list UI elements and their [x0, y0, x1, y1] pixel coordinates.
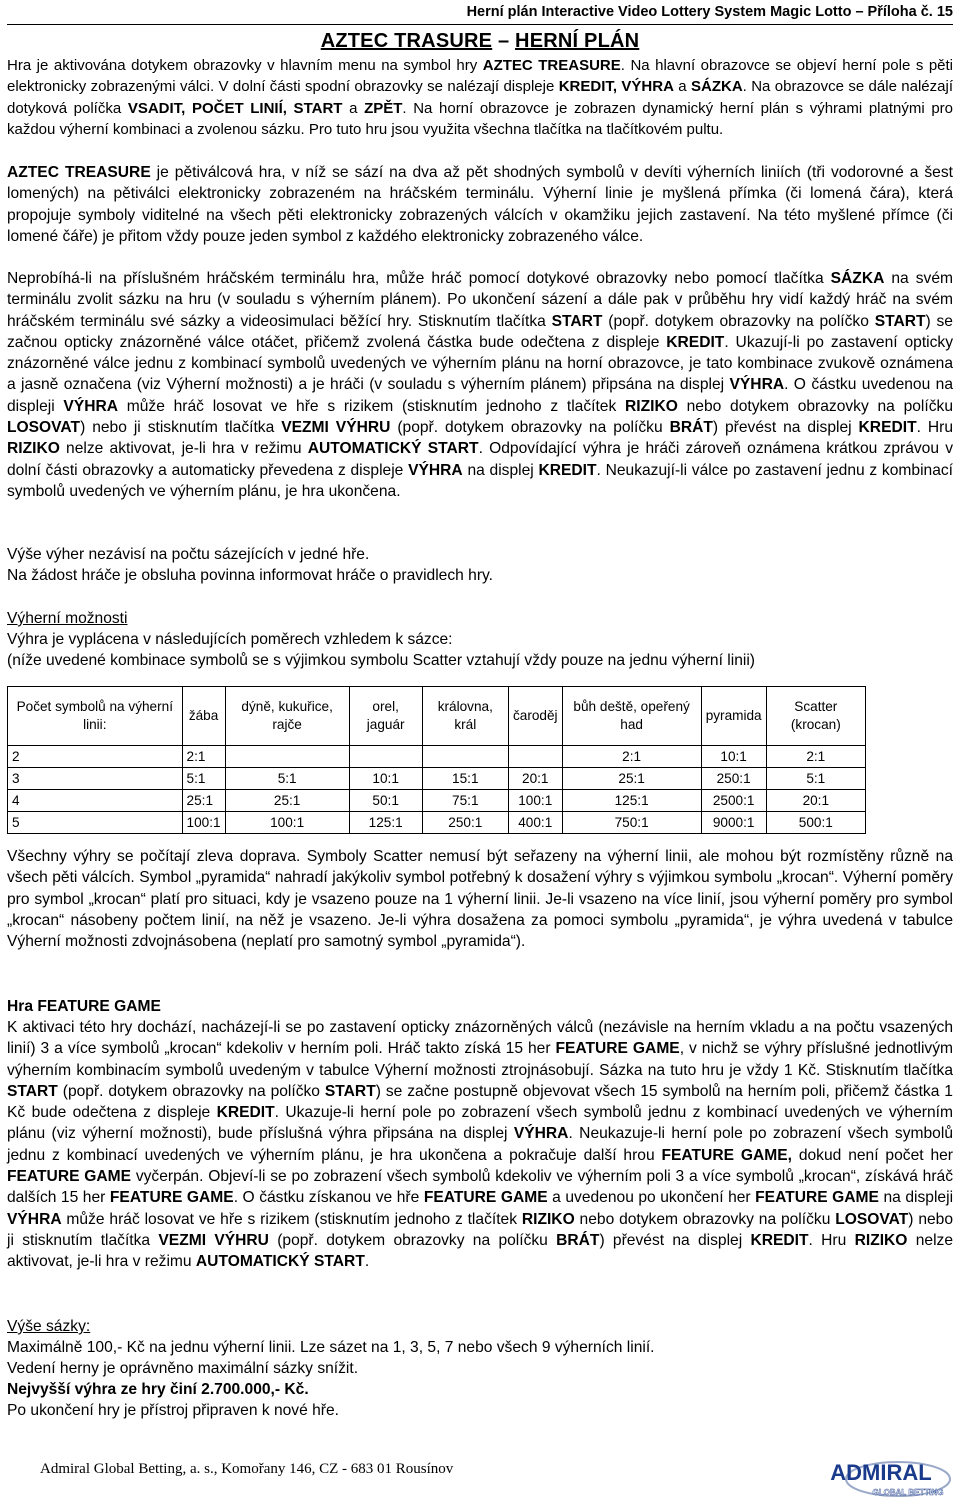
text-run: nebo dotykem obrazovky na políčku: [677, 397, 953, 415]
bold-term: BRÁT: [556, 1231, 600, 1249]
scatter-rules-paragraph: Všechny výhry se počítají zleva doprava. Symboly Scatter nemusí být seřazeny na výherní linii, ale mohou být rozmístěny různě na všech pěti válcích. Symbol „pyramida“ nahradí jakýkoliv symbol potřebný k dosažení výhry s výjimkou symbolu „krocan“. Výherní poměry pro symbol „krocan“ platí pro situaci, kdy je vsazeno pouze na 1 výherní linii. Je-li vsazeno na více linií, jsou výherní poměry pro symbol „krocan“ násobeny počtem linií, na něž je vsazeno. Je-li výhra dosažena za pomoci symbolu „pyramida“, je výhra uvedená v tabulce Výherní možnosti zdvojnásobena (neplatí pro samotný symbol „pyramida“).: [7, 848, 953, 951]
logo-wordmark: ADMIRAL: [830, 1460, 932, 1485]
paytable-cell: [225, 746, 349, 768]
text-run: je pětiválcová hra, v níž se sází na dva až pět shodných symbolů v devíti výherních liniích (tři vodorovné a šest lomených) na pětiválci elektronicky zobrazeném na hráčském terminálu. Výherní linie je myšlená přímka (či lomená čára), která propojuje symboly viditelné na všech pěti elektronicky zobrazených válcích v okamžiku jejich zastavení. Na této myšlené přímce (či lomené čáře) je přitom vždy pouze jeden symbol z každého elektronicky zobrazeného válce.: [7, 164, 953, 245]
bold-term: VEZMI VÝHRU: [281, 419, 391, 437]
text-run: na svém terminálu zvolit sázku na hru (v souladu s výherním plánem). Po ukončení sázení a dále pak v průběhu hry vidí každý hráč na svém hráčském terminálu své sázky a videosimulaci běžící hry. Stisknutím tlačítka: [7, 270, 953, 330]
bold-term: FEATURE GAME: [7, 1168, 132, 1186]
paytable-cell: 125:1: [349, 812, 422, 834]
text-run: (popř. dotykem obrazovky na políčku: [268, 1231, 557, 1249]
paytable-cell: 10:1: [349, 768, 422, 790]
text-run: (popř. dotykem obrazovky na políčko: [57, 1082, 325, 1100]
bold-term: VSADIT, POČET LINIÍ, START: [127, 99, 343, 117]
bold-term: VEZMI VÝHRU: [158, 1231, 269, 1249]
paytable-cell: 2500:1: [701, 790, 766, 812]
paytable-cell: 2: [8, 746, 183, 768]
bold-term: FEATURE GAME: [555, 1040, 680, 1058]
bold-term: START: [324, 1082, 376, 1100]
paytable-cell: 25:1: [182, 790, 225, 812]
text-run: na displej: [462, 461, 539, 479]
text-run: vyčerpán. Objeví-li se po zobrazení všech symbolů kdekoliv ve výherním poli 3 a více symbolů „krocan“, získává hráč dalších 15 her: [7, 1168, 953, 1207]
bold-term: RIZIKO: [854, 1231, 908, 1249]
bold-term: START: [551, 312, 603, 330]
paytable-cell: [349, 746, 422, 768]
win-options-line: Výhra je vyplácena v následujících poměrech vzhledem k sázce:: [7, 631, 453, 648]
text-run: a: [342, 99, 365, 117]
intro-paragraph: [7, 55, 953, 140]
stake-reduce-line: Vedení herny je oprávněno maximální sázky snížit.: [7, 1360, 359, 1377]
paytable-cell: 4: [8, 790, 183, 812]
bold-term: KREDIT: [666, 333, 725, 351]
paytable-cell: 20:1: [508, 768, 562, 790]
text-run: (popř. dotykem obrazovky na políčko: [602, 312, 875, 330]
stake-top-win-line: Nejvyšší výhra ze hry činí 2.700.000,- Kč.: [7, 1381, 309, 1398]
title-sep: –: [492, 30, 516, 52]
paytable-cell: [508, 746, 562, 768]
text-run: může hráč losovat ve hře s rizikem (stisknutím jednoho z tlačítek: [61, 1210, 522, 1228]
bold-term: VÝHRA: [513, 1125, 569, 1143]
text-run: ) převést na displej: [712, 419, 859, 437]
paytable-cell: 5:1: [766, 768, 865, 790]
stake-max-line: Maximálně 100,- Kč na jednu výherní linii. Lze sázet na 1, 3, 5, 7 nebo všech 9 výherních linií.: [7, 1339, 655, 1356]
title-left: AZTEC TRASURE: [320, 30, 493, 52]
text-run: K aktivaci této hry dochází, nacházejí-li se po zastavení opticky znázorněných válců (nezávisle na herním vkladu a na počtu vsazených linií) 3 a více symbolů „krocan“ kdekoliv v herním poli. Hráč takto získá 15 her: [7, 1019, 953, 1058]
paytable-header-cell: dýně, kukuřice, rajče: [225, 687, 349, 746]
bold-term: LOSOVAT: [7, 419, 81, 437]
paytable-cell: 500:1: [766, 812, 865, 834]
paytable-cell: 5:1: [225, 768, 349, 790]
text-run: a uvedenou po ukončení her: [547, 1189, 756, 1207]
text-run: . Neukazují-li válce po zastavení jednu z kombinací symbolů uvedených ve výherním plánu, je hra ukončena.: [7, 461, 954, 500]
text-run: nebo dotykem obrazovky na políčku: [574, 1210, 836, 1228]
paytable-header-cell: královna, král: [422, 687, 508, 746]
bold-term: VÝHRA: [408, 461, 463, 479]
bold-term: KREDIT: [858, 419, 917, 437]
play-paragraph: [7, 268, 953, 502]
logo-subline: GLOBAL BETTING: [872, 1488, 944, 1497]
paytable-cell: 9000:1: [701, 812, 766, 834]
admiral-logo: [808, 1452, 954, 1500]
text-run: ) nebo ji stisknutím tlačítka: [80, 419, 282, 437]
text-run: . O částku získanou ve hře: [233, 1189, 424, 1207]
bold-term: START: [7, 1082, 58, 1100]
text-run: ) převést na displej: [599, 1231, 751, 1249]
paragraph-win-independence: Výše výher nezávisí na počtu sázejících v jedné hře.: [7, 546, 370, 563]
bold-term: KREDIT, VÝHRA: [558, 78, 674, 96]
paytable-cell: 2:1: [182, 746, 225, 768]
paytable-header-row: [8, 687, 866, 746]
text-run: , v nichž se výhry příslušné jednotlivým výherním kombinacím symbolů uvedeným v tabulce Výherní možnosti ztrojnásobují. Sázka na tuto hru je vždy 1 Kč. Stisknutím tlačítka: [7, 1040, 954, 1079]
bold-term: FEATURE GAME,: [661, 1146, 792, 1164]
bold-term: AUTOMATICKÝ START: [307, 440, 479, 458]
stake-heading: Výše sázky:: [7, 1318, 91, 1335]
text-run: může hráč losovat ve hře s rizikem (stisknutím jednoho z tlačítek: [118, 397, 626, 415]
bold-term: AZTEC TREASURE: [7, 164, 151, 181]
bold-term: VÝHRA: [729, 376, 785, 394]
feature-game-heading: Hra FEATURE GAME: [7, 998, 161, 1015]
paytable-cell: 75:1: [422, 790, 508, 812]
bold-term: RIZIKO: [625, 397, 678, 415]
paytable-header-cell: žába: [182, 687, 225, 746]
paytable-row: [8, 790, 866, 812]
text-run: . Odpovídající výhra je hráči zároveň oznámena krátkou zprávou v dolní části obrazovky a automaticky převedena z displeje: [7, 440, 954, 479]
paytable-header-cell: čaroděj: [508, 687, 562, 746]
paytable-header-cell: pyramida: [701, 687, 766, 746]
text-run: ) se začnou opticky znázorněné válce otáčet, přičemž zvolená částka bude odečtena z displeje: [7, 312, 953, 351]
bold-term: VÝHRA: [63, 397, 119, 415]
stake-ready-line: Po ukončení hry je přístroj připraven k nové hře.: [7, 1402, 339, 1419]
running-header: Herní plán Interactive Video Lottery System Magic Lotto – Příloha č. 15: [466, 4, 953, 20]
text-run: nelze aktivovat, je-li hra v režimu: [7, 1231, 954, 1271]
text-run: Neprobíhá-li na příslušném hráčském terminálu hra, může hráč pomocí dotykové obrazovky nebo pomocí tlačítka: [7, 270, 831, 287]
paytable-row: [8, 768, 866, 790]
bold-term: LOSOVAT: [835, 1210, 909, 1228]
bold-term: AZTEC TREASURE: [482, 57, 621, 74]
text-run: Hra je aktivována dotykem obrazovky v hlavním menu na symbol hry: [7, 57, 483, 74]
text-run: . Na hlavní obrazovce se objeví herní pole s pěti elektronicky zobrazenými válci. V dolní části spodní obrazovky se nalézají displeje: [7, 57, 954, 96]
win-options-note: (níže uvedené kombinace symbolů se s výjimkou symbolu Scatter vztahují vždy pouze na jednu výherní linii): [7, 652, 755, 669]
text-run: . Neukazuje-li herní pole po zobrazení všech symbolů jednu z kombinací uvedených ve výherním plánu, je hra ukončena a pokračuje další hrou: [7, 1125, 953, 1164]
paytable-cell: 15:1: [422, 768, 508, 790]
bold-term: BRÁT: [669, 419, 713, 437]
paytable-cell: 10:1: [701, 746, 766, 768]
paytable-cell: 5: [8, 812, 183, 834]
text-run: . Na obrazovce se dále nalézají dotyková políčka: [7, 78, 953, 117]
text-run: nelze aktivovat, je-li hra v režimu: [59, 440, 308, 458]
bold-term: FEATURE GAME: [423, 1189, 548, 1207]
bold-term: SÁZKA: [830, 270, 885, 287]
bold-term: RIZIKO: [7, 440, 60, 458]
text-run: . Na horní obrazovce je zobrazen dynamický herní plán s výhrami platnými pro každou výherní kombinaci a zvolenou sázku. Pro tuto hru jsou využita všechna tlačítka na tlačítkovém pultu.: [7, 99, 954, 138]
paytable-cell: 2:1: [766, 746, 865, 768]
text-run: . Hru: [916, 419, 953, 437]
text-run: (popř. dotykem obrazovky na políčku: [390, 419, 670, 437]
bold-term: KREDIT: [216, 1104, 275, 1122]
bold-term: KREDIT: [538, 461, 597, 479]
paytable-cell: 2:1: [562, 746, 701, 768]
text-run: dokud není počet her: [791, 1146, 953, 1164]
text-run: a: [673, 78, 691, 96]
rules-paragraph: [7, 162, 953, 247]
paytable-cell: 50:1: [349, 790, 422, 812]
paytable-header-cell: bůh deště, opeřený had: [562, 687, 701, 746]
header-rule: [7, 24, 953, 25]
text-run: . Hru: [808, 1231, 855, 1249]
paytable-cell: 25:1: [562, 768, 701, 790]
paytable-cell: 5:1: [182, 768, 225, 790]
text-run: na displeji: [878, 1189, 954, 1207]
bold-term: FEATURE GAME: [755, 1189, 879, 1207]
bold-term: SÁZKA: [691, 78, 743, 96]
bold-term: FEATURE GAME: [109, 1189, 234, 1207]
paytable-cell: [422, 746, 508, 768]
paytable-cell: 250:1: [701, 768, 766, 790]
text-run: . O částku uvedenou na displeji: [7, 376, 953, 415]
paytable-cell: 125:1: [562, 790, 701, 812]
page-title: [7, 30, 953, 53]
bold-term: KREDIT: [750, 1231, 809, 1249]
paytable-cell: 20:1: [766, 790, 865, 812]
paytable-cell: 100:1: [225, 812, 349, 834]
paytable-row: [8, 746, 866, 768]
text-run: ) se začne postupně objevovat všech 15 symbolů na herním poli, přičemž částka 1 Kč bude odečtena z displeje: [7, 1082, 953, 1122]
paytable-cell: 250:1: [422, 812, 508, 834]
win-options-heading: Výherní možnosti: [7, 610, 128, 627]
bold-term: ZPĚT: [364, 99, 403, 117]
paytable-row: [8, 812, 866, 834]
text-run: .: [364, 1253, 370, 1271]
paytable-cell: 750:1: [562, 812, 701, 834]
paytable: [7, 686, 866, 834]
text-run: ) nebo ji stisknutím tlačítka: [7, 1210, 954, 1249]
paytable-cell: 3: [8, 768, 183, 790]
text-run: . Ukazuje-li herní pole po zobrazení všech symbolů jednu z kombinací uvedených ve výherním plánu (viz výherní možnosti), bude příslušná výhra připsána na displej: [7, 1104, 953, 1143]
paytable-header-cell: Scatter (krocan): [766, 687, 865, 746]
bold-term: VÝHRA: [7, 1210, 62, 1228]
paytable-cell: 100:1: [508, 790, 562, 812]
bold-term: RIZIKO: [521, 1210, 575, 1228]
footer-address: Admiral Global Betting, a. s., Komořany 146, CZ - 683 01 Rousínov: [40, 1461, 454, 1477]
paragraph-info-duty: Na žádost hráče je obsluha povinna informovat hráče o pravidlech hry.: [7, 567, 493, 584]
feature-game-paragraph: [7, 1017, 953, 1273]
text-run: . Ukazují-li po zastavení opticky znázorněné válce jednu z kombinací symbolů uvedených ve výherním plánu na horní obrazovce, je tato kombinace zvukově oznámena a jasně označena (viz Výherní možnosti) a je hráči (v souladu s výherním plánem) připsána na displej: [7, 333, 954, 394]
paytable-cell: 25:1: [225, 790, 349, 812]
paytable-header-cell: Počet symbolů na výherní linii:: [8, 687, 183, 746]
paytable-cell: 100:1: [182, 812, 225, 834]
bold-term: AUTOMATICKÝ START: [195, 1253, 365, 1271]
bold-term: START: [874, 312, 926, 330]
paytable-cell: 400:1: [508, 812, 562, 834]
paytable-header-cell: orel, jaguár: [349, 687, 422, 746]
title-right: HERNÍ PLÁN: [515, 30, 640, 52]
